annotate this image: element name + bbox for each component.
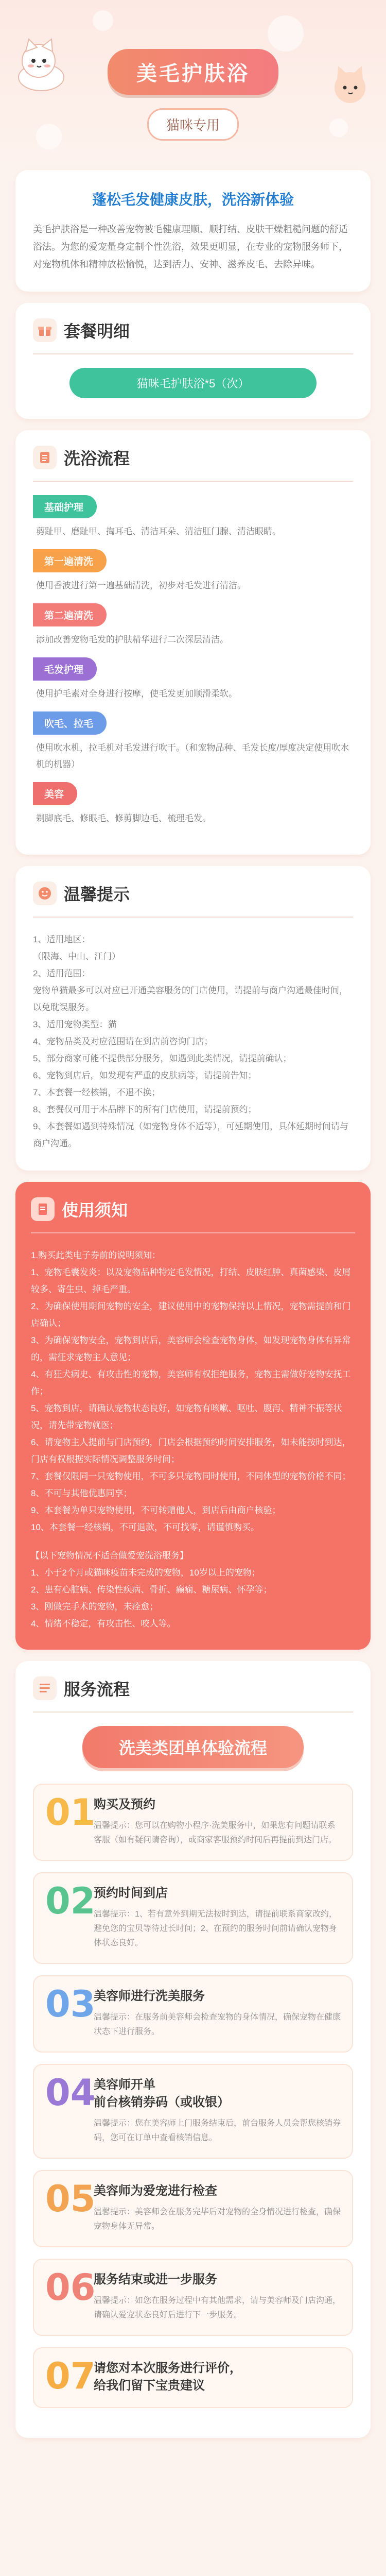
service-step-body bbox=[86, 2360, 341, 2395]
service-step-body bbox=[86, 1988, 341, 2039]
service-step bbox=[33, 2347, 353, 2408]
service-step-title: 美容师开单 前台核销券码（或收银） bbox=[94, 2078, 230, 2109]
service-step-number: 01 bbox=[45, 1791, 96, 1834]
document-icon bbox=[31, 1197, 55, 1221]
notice-line: 1、宠物毛囊发炎：以及宠物品种特定毛发情况，打结、皮肤红肿、真菌感染、皮屑较多、寄生虫、掉毛严重。 bbox=[31, 1267, 351, 1294]
reminder-line: 4、宠物品类及对应范围请在到店前咨询门店； bbox=[33, 1037, 213, 1046]
flow-step bbox=[33, 711, 353, 773]
flow-step bbox=[33, 782, 353, 827]
intro-card bbox=[15, 170, 371, 292]
reminder-line: （限海、中山、江门） bbox=[33, 952, 120, 961]
reminder-line: 9、本套餐如遇到特殊情况（如宠物身体不适等），可延期使用，具体延期时间请与商户沟通。 bbox=[33, 1122, 348, 1148]
notice-line: 2、为确保使用期间宠物的安全，建议使用中的宠物保持以上情况，宠物需提前和门店确认； bbox=[31, 1301, 351, 1328]
intro-text: 美毛护肤浴是一种改善宠物被毛健康理顺、顺打结、皮肤干燥粗糙问题的舒适浴法。为您的爱宠量身定制个性洗浴，效果更明显，在专业的宠物服务师下，对宠物机体和精神放松愉悦，达到活力、安神、滋养皮毛、去除异味。 bbox=[33, 224, 348, 269]
flow-heading: 洗浴流程 bbox=[64, 449, 130, 468]
service-step-title: 美容师进行洗美服务 bbox=[94, 1989, 205, 2003]
divider bbox=[33, 917, 353, 918]
clipboard-icon bbox=[33, 446, 57, 469]
notice-card bbox=[15, 1182, 371, 1650]
hero-tag: 猫咪专用 bbox=[147, 108, 239, 141]
notice-exclusion-line: 3、刚做完手术的宠物，未痊愈； bbox=[31, 1602, 159, 1612]
reminder-heading: 温馨提示 bbox=[64, 885, 130, 904]
service-step-body bbox=[86, 1796, 341, 1848]
service-step-number: 06 bbox=[45, 2266, 96, 2309]
flow-step-text: 使用护毛素对全身进行按摩，使毛发更加顺滑柔软。 bbox=[36, 689, 237, 699]
flow-step-label: 美容 bbox=[33, 782, 77, 805]
flow-step-text: 剪趾甲、磨趾甲、掏耳毛、清洁耳朵、清洁肛门腺、清洁眼睛。 bbox=[36, 527, 281, 536]
package-card bbox=[15, 303, 371, 419]
notice-line: 9、本套餐为单只宠物使用，不可转赠他人，到店后由商户核验； bbox=[31, 1505, 281, 1515]
service-step-number: 07 bbox=[45, 2355, 96, 2397]
notice-heading: 使用须知 bbox=[62, 1201, 128, 1219]
reminder-line: 7、本套餐一经核销，不退不换； bbox=[33, 1088, 161, 1097]
smile-icon bbox=[33, 882, 57, 905]
hero-banner bbox=[0, 0, 386, 170]
service-step bbox=[33, 1784, 353, 1861]
notice-line: 10、本套餐一经核销，不可退款，不可找零，请谨慎购买。 bbox=[31, 1522, 259, 1532]
service-step-body bbox=[86, 2182, 341, 2234]
notice-exclusion-line: 1、小于2个月或猫咪疫苗未完成的宠物，10岁以上的宠物； bbox=[31, 1568, 260, 1578]
cat-illustration-icon bbox=[10, 36, 72, 93]
service-step-number: 05 bbox=[45, 2178, 96, 2220]
flow-step-text: 使用香波进行第一遍基础清洗，初步对毛发进行清洁。 bbox=[36, 581, 246, 590]
service-step-title: 美容师为爱宠进行检查 bbox=[94, 2184, 217, 2198]
service-banner: 洗美类团单体验流程 bbox=[82, 1726, 304, 1768]
service-step-desc: 温馨提示：在服务前美容师会检查宠物的身体情况，确保宠物在健康状态下进行服务。 bbox=[94, 2013, 341, 2036]
service-step-number: 02 bbox=[45, 1880, 96, 1922]
notice-line: 4、有狂犬病史、有攻击性的宠物，美容师有权拒绝服务，宠物主需做好宠物安抚工作； bbox=[31, 1369, 351, 1396]
service-step-list bbox=[33, 1784, 353, 2408]
reminder-line: 8、套餐仅可用于本品牌下的所有门店使用，请提前预约； bbox=[33, 1105, 257, 1114]
flow-step bbox=[33, 549, 353, 594]
package-header bbox=[33, 318, 353, 342]
service-step-desc: 温馨提示：您在美容师上门服务结束后，前台服务人员会帮您核销券码，您可在订单中查看核销信息。 bbox=[94, 2119, 341, 2142]
notice-list bbox=[31, 1247, 355, 1536]
service-step bbox=[33, 2259, 353, 2336]
flow-step bbox=[33, 657, 353, 702]
notice-line: 6、请宠物主人提前与门店预约，门店会根据预约时间安排服务，如未能按时到达，门店有权根据实际情况调整服务时间； bbox=[31, 1437, 351, 1464]
gift-icon bbox=[33, 318, 57, 342]
flow-step-text: 添加改善宠物毛发的护肤精华进行二次深层清洁。 bbox=[36, 635, 229, 645]
reminder-line: 2、适用范围： bbox=[33, 969, 91, 978]
reminder-list bbox=[33, 931, 353, 1152]
flow-step-label: 毛发护理 bbox=[33, 657, 97, 681]
flow-header bbox=[33, 446, 353, 469]
service-step-title: 预约时间到店 bbox=[94, 1886, 168, 1900]
divider bbox=[33, 353, 353, 354]
notice-exclusion-line: 2、患有心脏病、传染性疾病、骨折、癫痫、糖尿病、怀孕等； bbox=[31, 1585, 272, 1595]
service-step-desc: 温馨提示：您可以在购物小程序·洗美服务中，如果您有问题请联系客服（如有疑问请咨询），或商家客服预约时间后再提前到达门店。 bbox=[94, 1821, 337, 1844]
flow-step bbox=[33, 603, 353, 648]
service-step-desc: 温馨提示：如您在服务过程中有其他需求，请与美容师及门店沟通，请确认爱宠状态良好后进行下一步服务。 bbox=[94, 2296, 341, 2319]
service-card bbox=[15, 1661, 371, 2438]
notice-line: 5、宠物到店，请确认宠物状态良好，如宠物有咳嗽、呕吐、腹泻、精神不振等状况，请先带宠物就医； bbox=[31, 1403, 342, 1430]
service-step bbox=[33, 1872, 353, 1964]
notice-exclusion-list bbox=[31, 1547, 355, 1632]
intro-title: 蓬松毛发健康皮肤，洗浴新体验 bbox=[92, 192, 294, 208]
service-step-body bbox=[86, 2271, 341, 2323]
service-step bbox=[33, 2170, 353, 2247]
notice-exclusion-line: 【以下宠物情况不适合做爱宠洗浴服务】 bbox=[31, 1551, 188, 1561]
flow-step-label: 吹毛、拉毛 bbox=[33, 711, 107, 735]
service-step-title: 服务结束或进一步服务 bbox=[94, 2273, 217, 2286]
notice-line: 7、套餐仅限同一只宠物使用，不可多只宠物同时使用，不同体型的宠物价格不同； bbox=[31, 1471, 351, 1481]
notice-exclusion-line: 4、情绪不稳定，有攻击性、咬人等。 bbox=[31, 1619, 176, 1629]
notice-line: 8、不可与其他优惠同享； bbox=[31, 1488, 132, 1498]
service-header bbox=[33, 1676, 353, 1700]
notice-header bbox=[31, 1197, 355, 1221]
list-icon bbox=[33, 1676, 57, 1700]
flow-step-label: 基础护理 bbox=[33, 495, 97, 518]
divider bbox=[31, 1232, 355, 1233]
service-step bbox=[33, 1975, 353, 2053]
service-step-desc: 温馨提示：1、若有意外到期无法按时到达，请提前联系商家改约，避免您的宝贝等待过长时间；2、在预约的服务时间前请确认宠物身体状态良好。 bbox=[94, 1910, 337, 1947]
service-heading: 服务流程 bbox=[64, 1680, 130, 1699]
service-step-desc: 温馨提示：美容师会在服务完毕后对宠物的全身情况进行检查，确保宠物身体无异常。 bbox=[94, 2208, 341, 2231]
reminder-line: 1、适用地区： bbox=[33, 935, 91, 944]
notice-line: 3、为确保宠物安全，宠物到店后，美容师会检查宠物身体，如发现宠物身体有异常的，需征求宠物主人意见； bbox=[31, 1335, 351, 1362]
flow-step-text: 剃脚底毛、修眼毛、修剪脚边毛、梳理毛发。 bbox=[36, 814, 211, 823]
flow-step bbox=[33, 495, 353, 540]
reminder-header bbox=[33, 882, 353, 905]
service-step-body bbox=[86, 1885, 341, 1951]
cat-face-icon bbox=[327, 62, 373, 108]
reminder-line: 3、适用宠物类型：猫 bbox=[33, 1020, 117, 1029]
reminder-line: 5、部分商家可能不提供部分服务，如遇到此类情况，请提前确认； bbox=[33, 1054, 292, 1063]
reminder-line: 6、宠物到店后，如发现有严重的皮肤病等，请提前告知； bbox=[33, 1071, 257, 1080]
reminder-line: 宠物单猫最多可以对应已开通美容服务的门店使用，请提前与商户沟通最佳时间，以免耽误服务。 bbox=[33, 986, 348, 1012]
service-step-number: 04 bbox=[45, 2072, 96, 2114]
flow-step-text: 使用吹水机，拉毛机对毛发进行吹干。（和宠物品种、毛发长度/厚度决定使用吹水机的机器） bbox=[36, 743, 349, 769]
reminder-card bbox=[15, 866, 371, 1171]
service-step-title: 请您对本次服务进行评价， 给我们留下宝贵建议 bbox=[94, 2361, 242, 2393]
hero-title: 美毛护肤浴 bbox=[108, 49, 278, 95]
package-item: 猫咪毛护肤浴*5（次） bbox=[69, 368, 317, 398]
divider bbox=[33, 481, 353, 482]
flow-step-label: 第二遍清洗 bbox=[33, 603, 107, 626]
divider bbox=[33, 1711, 353, 1713]
flow-card bbox=[15, 430, 371, 855]
notice-line: 1.购买此类电子券前的说明须知： bbox=[31, 1250, 161, 1260]
flow-step-label: 第一遍清洗 bbox=[33, 549, 107, 572]
service-step bbox=[33, 2064, 353, 2159]
flow-list bbox=[33, 495, 353, 827]
package-heading: 套餐明细 bbox=[64, 322, 130, 341]
service-step-body bbox=[86, 2076, 341, 2145]
service-step-number: 03 bbox=[45, 1983, 96, 2025]
service-step-title: 购买及预约 bbox=[94, 1798, 155, 1811]
